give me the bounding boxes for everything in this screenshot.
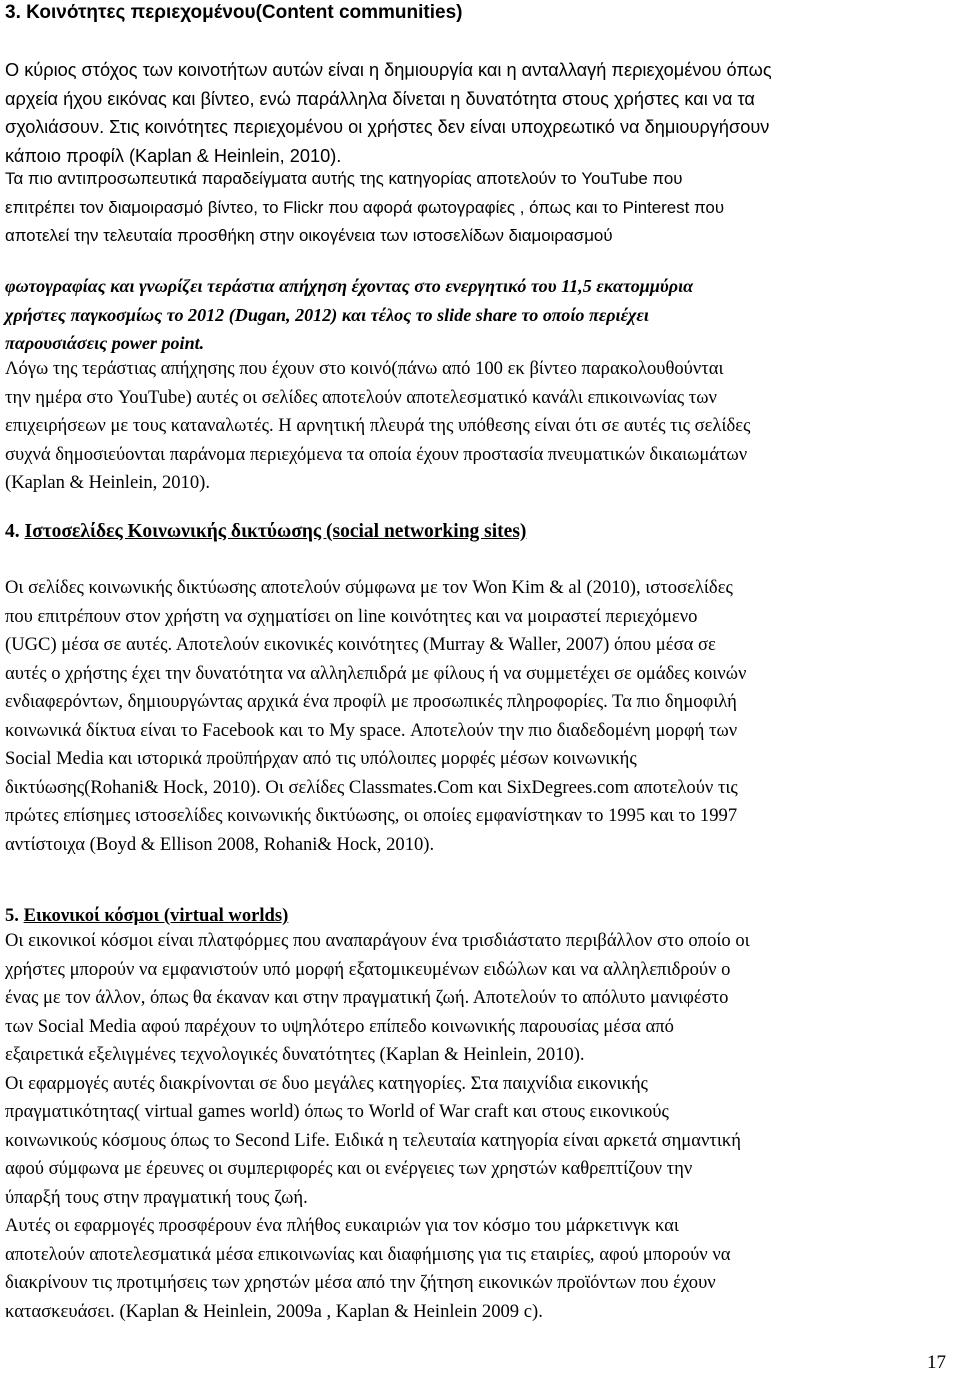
text-line: ενδιαφερόντων, δημιουργώντας αρχικά ένα προφίλ με προσωπικές πληροφορίες. Τα πιο δημοφιλή — [5, 691, 737, 712]
text-line: αφού σύμφωνα με έρευνες οι συμπεριφορές και οι ενέργειες των χρηστών καθρεπτίζουν την — [5, 1158, 693, 1179]
text-line: φωτογραφίας και γνωρίζει τεράστια απήχηση έχοντας στο ενεργητικό του 11,5 εκατομμύρια — [5, 276, 694, 296]
heading-text: 3. Κοινότητες περιεχομένου(Content communities) — [5, 2, 463, 23]
text-line: (UGC) μέσα σε αυτές. Αποτελούν εικονικές κοινότητες (Murray & Waller, 2007) όπου μέσα σε — [5, 634, 716, 655]
text-line: Οι εφαρμογές αυτές διακρίνονται σε δυο μεγάλες κατηγορίες. Στα παιχνίδια εικονικής — [5, 1072, 648, 1094]
text-line: αποτελούν αποτελεσματικά μέσα επικοινωνίας και διαφήμισης για τις εταιρίες, αφού μπορούν να — [5, 1243, 731, 1265]
text-line: συχνά δημοσιεύονται παράνομα περιεχόμενα τα οποία έχουν προστασία πνευματικών δικαιωμάτων — [5, 443, 748, 465]
text-line: (Kaplan & Heinlein, 2010). — [5, 472, 210, 493]
section-5-heading — [5, 904, 957, 928]
section-4-heading — [5, 520, 957, 544]
text-line: Τα πιο αντιπροσωπευτικά παραδείγματα αυτής της κατηγορίας αποτελούν το YouTube που — [5, 169, 683, 188]
text-line: αυτές ο χρήστης έχει την δυνατότητα να αλληλεπιδρά με φίλους ή να συμμετέχει σε ομάδες κοινών — [5, 662, 747, 684]
page-number: 17 — [927, 1352, 946, 1373]
heading-title: Ιστοσελίδες Κοινωνικής δικτύωσης (social networking sites) — [24, 521, 527, 542]
text-line: κατασκευάσει. (Kaplan & Heinlein, 2009a , Kaplan & Heinlein 2009 c). — [5, 1300, 543, 1322]
text-line: κάποιο προφίλ (Kaplan & Heinlein, 2010). — [5, 145, 342, 166]
text-line: πραγματικότητας( virtual games world) όπως το World of War craft και στους εικονικούς — [5, 1101, 669, 1122]
text-line: Οι εικονικοί κόσμοι είναι πλατφόρμες που αναπαράγουν ένα τρισδιάστατο περιβάλλον στο οποίο οι — [5, 930, 750, 951]
text-line: αρχεία ήχου εικόνας και βίντεο, ενώ παράλληλα δίνεται η δυνατότητα στους χρήστες και να τα — [5, 88, 755, 109]
text-line: σχολιάσουν. Στις κοινότητες περιεχομένου οι χρήστες δεν είναι υποχρεωτικό να δημιουργήσουν — [5, 117, 770, 137]
text-line: Ο κύριος στόχος των κοινοτήτων αυτών είναι η δημιουργία και η ανταλλαγή περιεχομένου όπως — [5, 60, 772, 80]
text-line: των Social Media αφού παρέχουν το υψηλότερο επίπεδο κοινωνικής παρουσίας μέσα από — [5, 1015, 674, 1037]
text-line: αποτελεί την τελευταία προσθήκη στην οικογένεια των ιστοσελίδων διαμοιρασμού — [5, 226, 613, 245]
heading-number: 4. — [5, 521, 25, 542]
text-line: ένας με τον άλλον, όπως θα έκαναν και στην πραγματική ζωή. Αποτελούν το απόλυτο μανιφέστο — [5, 987, 729, 1008]
section-3-heading — [5, 2, 957, 24]
text-line: αντίστοιχα (Boyd & Ellison 2008, Rohani& Hock, 2010). — [5, 833, 435, 855]
heading-line — [5, 520, 957, 544]
heading-number: 5. — [5, 905, 24, 926]
heading-title: Εικονικοί κόσμοι (virtual worlds) — [23, 905, 289, 926]
text-line: Λόγω της τεράστιας απήχησης που έχουν στο κοινό(πάνω από 100 εκ βίντεο παρακολουθούνται — [5, 358, 724, 379]
text-line: δικτύωσης(Rohani& Hock, 2010). Οι σελίδες Classmates.Com και SixDegrees.com αποτελούν τις — [5, 776, 738, 798]
text-line: που επιτρέπουν στον χρήστη να σχηματίσει on line κοινότητες και να μοιραστεί περιεχόμενο — [5, 605, 698, 627]
heading-line — [5, 904, 957, 928]
text-line: εξαιρετικά εξελιγμένες τεχνολογικές δυνατότητες (Kaplan & Heinlein, 2010). — [5, 1044, 585, 1065]
section-3-paragraph-1 — [5, 56, 957, 170]
text-line: κοινωνικούς κόσμους όπως το Second Life. Ειδικά η τελευταία κατηγορία είναι αρκετά σημαντική — [5, 1129, 741, 1151]
text-line: την ημέρα στο YouTube) αυτές οι σελίδες αποτελούν αποτελεσματικό κανάλι επικοινωνίας των — [5, 386, 717, 408]
section-3-paragraph-3 — [5, 272, 957, 358]
section-3-paragraph-4 — [5, 355, 957, 498]
text-line: χρήστες μπορούν να εμφανιστούν υπό μορφή εξατομικευμένων ειδώλων και να αλληλεπιδρούν ο — [5, 958, 731, 980]
text-line: ύπαρξή τους στην πραγματική τους ζωή. — [5, 1186, 308, 1208]
text-line: διακρίνουν τις προτιμήσεις των χρηστών μέσα από την ζήτηση εικονικών προϊόντων που έχουν — [5, 1272, 716, 1293]
section-4-paragraph-1 — [5, 574, 957, 859]
text-line: παρουσιάσεις power point. — [5, 333, 205, 353]
text-line: πρώτες επίσημες ιστοσελίδες κοινωνικής δικτύωσης, οι οποίες εμφανίστηκαν το 1995 και το 1997 — [5, 805, 738, 826]
text-line: χρήστες παγκοσμίως το 2012 (Dugan, 2012) και τέλος το slide share το οποίο περιέχει — [5, 304, 649, 325]
section-5-paragraph-1 — [5, 927, 957, 1326]
text-line: επιχειρήσεων με τους καταναλωτές. Η αρνητική πλευρά της υπόθεσης είναι ότι σε αυτές τις σελίδες — [5, 415, 751, 436]
section-3-paragraph-2 — [5, 165, 957, 251]
text-line: Αυτές οι εφαρμογές προσφέρουν ένα πλήθος ευκαιριών για τον κόσμο του μάρκετινγκ και — [5, 1215, 679, 1236]
text-line: επιτρέπει τον διαμοιρασμό βίντεο, το Flickr που αφορά φωτογραφίες , όπως και το Pinterest που — [5, 197, 725, 217]
text-line: κοινωνικά δίκτυα είναι το Facebook και το My space. Αποτελούν την πιο διαδεδομένη μορφή των — [5, 719, 738, 741]
text-line: Social Media και ιστορικά προϋπήρχαν από τις υπόλοιπες μορφές μέσων κοινωνικής — [5, 748, 637, 769]
text-line: Οι σελίδες κοινωνικής δικτύωσης αποτελούν σύμφωνα με τον Won Kim & al (2010), ιστοσελίδες — [5, 577, 733, 598]
